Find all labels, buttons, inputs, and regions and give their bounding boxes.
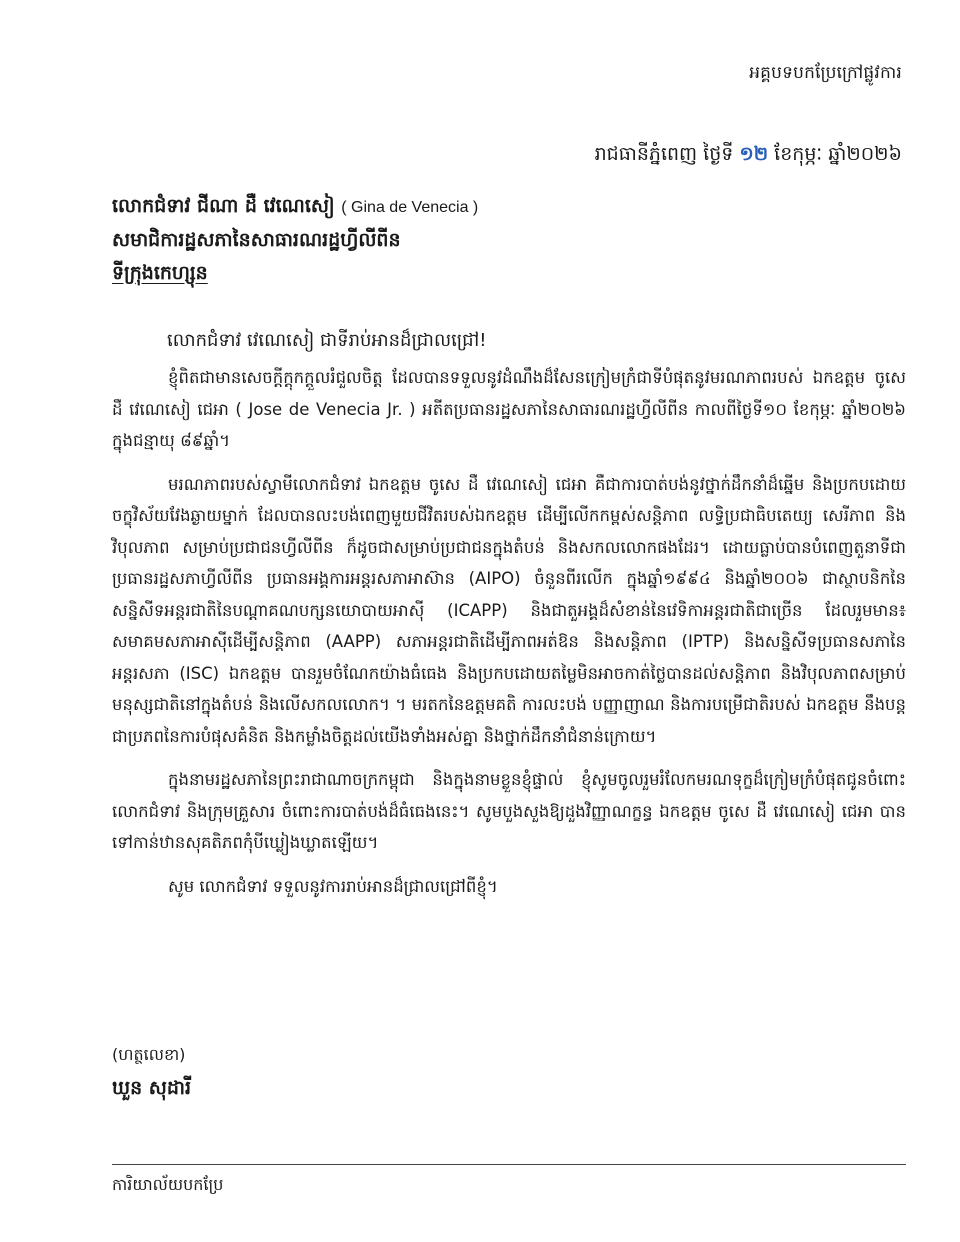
date-prefix: រាជធានីភ្នំពេញ ថ្ងៃទី [594,143,740,165]
recipient-name: លោកជំទាវ ជីណា ដឺ វេណេសៀ [112,195,335,217]
signature-label: (ហត្ថលេខា) [112,1045,186,1064]
letter-body [112,362,906,914]
letter-date [595,142,902,170]
paragraph-2: មរណភាពរបស់ស្វាមីលោកជំទាវ ឯកឧត្តម ចូសេ ដឺ វេណេសៀ ជេអា គឺជាការបាត់បង់នូវថ្នាក់ដឹកនាំដ៏ឆ្នើម និងប្រកបដោយចក្ខុវិស័យវែងឆ្ងាយម្នាក់ ដែលបានលះបង់ពេញមួយជីវិតរបស់ឯកឧត្តម ដើម្បីលើកកម្ពស់សន្តិភាព លទ្ធិប្រជាធិបតេយ្យ សេរីភាព និងវិបុលភាព សម្រាប់ប្រជាជនហ្វីលីពីន ក៏ដូចជាសម្រាប់ប្រជាជនក្នុងតំបន់ និងសកលលោកផងដែរ។ ដោយធ្លាប់បានបំពេញតួនាទីជាប្រធានរដ្ឋសភាហ្វីលីពីន ប្រធានអង្គការអន្តរសភាអាស៊ាន (AIPO) ចំនួនពីរលើក ក្នុងឆ្នាំ១៩៩៤ និងឆ្នាំ២០០៦ ជាស្ថាបនិកនៃសន្និសីទអន្តរជាតិនៃបណ្តាគណបក្សនយោបាយអាស៊ី (ICAPP) និងជាតួអង្គដ៏សំខាន់នៃវេទិកាអន្តរជាតិជាច្រើន ដែលរួមមាន៖ សមាគមសភាអាស៊ីដើម្បីសន្តិភាព (AAPP) សភាអន្តរជាតិដើម្បីភាពអត់ឱន និងសន្តិភាព (IPTP) និងសន្និសីទប្រធានសភានៃអន្តរសភា (ISC) ឯកឧត្តម បានរួមចំណែកយ៉ាងធំធេង និងប្រកបដោយតម្លៃមិនអាចកាត់ថ្លៃបានដល់សន្តិភាព និងវិបុលភាពសម្រាប់មនុស្សជាតិនៅក្នុងតំបន់ និងលើសកលលោក។ ។ មរតកនៃឧត្តមគតិ ការលះបង់ បញ្ញាញាណ និងការបម្រើជាតិរបស់ ឯកឧត្តម នឹងបន្តជាប្រភពនៃការបំផុសគំនិត និងកម្លាំងចិត្តដល់យើងទាំងអស់គ្នា និងថ្នាក់ដឹកនាំជំនាន់ក្រោយ។ [112,474,906,746]
recipient-name-line [112,190,872,224]
recipient-city-line [112,257,872,290]
footer-divider [112,1164,906,1165]
recipient-name-latin: ( Gina de Venecia ) [341,199,479,216]
paragraph-1: ខ្ញុំពិតជាមានសេចក្តីក្តុកក្តួលរំជួលចិត្ត ដែលបានទទួលនូវដំណឹងដ៏សែនក្រៀមក្រំជាទីបំផុតនូវមរណភាពរបស់ ឯកឧត្តម ចូសេ ដឺ វេណេសៀ ជេអា ( Jose de Venecia Jr. ) អតីតប្រធានរដ្ឋសភានៃសាធារណរដ្ឋហ្វីលីពីន កាលពីថ្ងៃទី១០ ខែកុម្ភៈ ឆ្នាំ២០២៦ ក្នុងជន្មាយុ ៨៩ឆ្នាំ។ [112,368,906,450]
footer-office: ការិយាល័យបកប្រែ [112,1175,224,1194]
signatory-name: ឃួន សុដារី [112,1077,191,1099]
paragraph-4: សូម លោកជំទាវ ទទួលនូវការរាប់អានដ៏ជ្រាលជ្រៅពីខ្ញុំ។ [168,876,498,896]
recipient-organization: សមាជិការដ្ឋសភានៃសាធារណរដ្ឋហ្វីលីពីន [112,229,401,251]
recipient-block [112,190,872,290]
salutation: លោកជំទាវ វេណេសៀ ជាទីរាប់អានដ៏ជ្រាលជ្រៅ! [167,330,487,351]
date-suffix: ខែកុម្ភៈ ឆ្នាំ២០២៦ [768,143,902,165]
paragraph-3: ក្នុងនាមរដ្ឋសភានៃព្រះរាជាណាចក្រកម្ពុជា និងក្នុងនាមខ្លួនខ្ញុំផ្ទាល់ ខ្ញុំសូមចូលរួមរំលែកមរណទុក្ខដ៏ក្រៀមក្រំបំផុតជូនចំពោះ លោកជំទាវ និងក្រុមគ្រួសារ ចំពោះការបាត់បង់ដ៏ធំធេងនេះ។ សូមបួងសួងឱ្យដួងវិញ្ញាណក្ខន្ធ ឯកឧត្តម ចូសេ ដឺ វេណេសៀ ជេអា បានទៅកាន់ឋានសុគតិភពកុំបីឃ្លៀងឃ្លាតឡើយ។ [112,770,906,852]
recipient-city: ទីក្រុងកេហ្សុន [112,262,208,284]
header-unit-label: អគ្គបទបកប្រែក្រៅផ្លូវការ [749,63,902,83]
date-day: ១២ [739,143,769,165]
